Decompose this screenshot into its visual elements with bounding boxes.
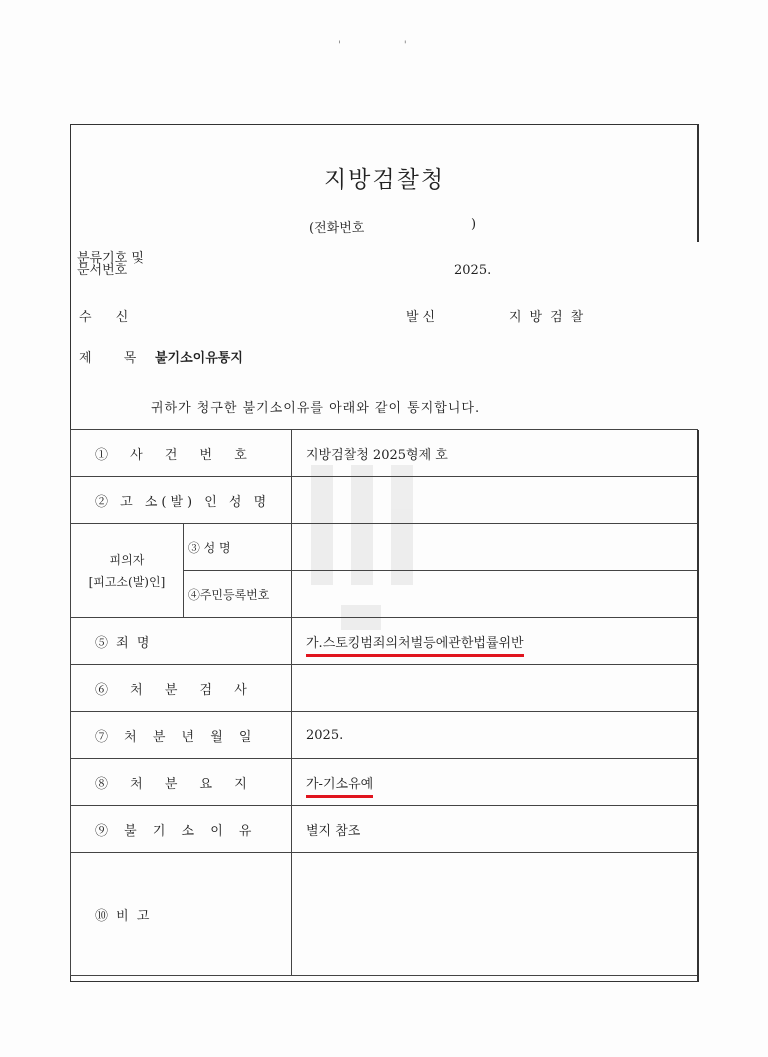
sender-label: 발신 (406, 310, 440, 325)
prosecutor-label: ⑥ 처 분 검 사 (71, 665, 292, 712)
suspect-name-label: ③ 성 명 (183, 524, 291, 571)
prosecutor-value (292, 665, 698, 712)
disposition-summary-cell (292, 759, 698, 806)
disposition-date-value: 2025. (292, 712, 698, 759)
table-row (71, 477, 698, 524)
intro-text: 귀하가 청구한 불기소이유를 아래와 같이 통지합니다. (151, 401, 481, 416)
table-row (71, 759, 698, 806)
recipient-label: 수 신 (79, 310, 139, 325)
suspect-label-line2: [피고소(발)인] (88, 574, 166, 589)
suspect-label (71, 524, 184, 618)
table-row (71, 618, 698, 665)
resident-number-label: ④주민등록번호 (183, 571, 291, 618)
table-row (71, 712, 698, 759)
suspect-name-value (292, 524, 698, 571)
sender-value: 지방검찰 (509, 310, 592, 325)
charge-label: ⑤ 죄 명 (71, 618, 292, 665)
table-row (71, 806, 698, 853)
complainant-name-label: ② 고 소(발) 인 성 명 (71, 477, 292, 524)
subject-label: 제 목 (79, 351, 151, 366)
document-border-right-top (697, 124, 699, 242)
remarks-label: ⑩ 비 고 (71, 853, 292, 976)
subject-value: 불기소이유통지 (155, 351, 243, 366)
page-title: 지방검찰청 (323, 167, 446, 193)
disposition-date-label: ⑦ 처 분 년 월 일 (71, 712, 292, 759)
table-row (71, 524, 698, 571)
table-row (71, 430, 698, 477)
suspect-label-line1: 피의자 (109, 552, 145, 567)
charge-cell (292, 618, 698, 665)
non-prosecution-reason-value: 별지 참조 (292, 806, 698, 853)
scan-mark: ' ' (338, 40, 437, 51)
case-number-value: 지방검찰청 2025형제 호 (292, 430, 698, 477)
remarks-value (292, 853, 698, 976)
table-row (71, 665, 698, 712)
phone-field (309, 217, 477, 236)
table-row (71, 853, 698, 976)
non-prosecution-reason-label: ⑨ 불 기 소 이 유 (71, 806, 292, 853)
complainant-name-value (292, 477, 698, 524)
charge-value: 가.스토킹범죄의처벌등에관한법률위반 (306, 636, 524, 657)
resident-number-value (292, 571, 698, 618)
classification-label (77, 253, 144, 277)
classification-label-line2: 문서번호 (77, 263, 128, 278)
phone-label: (전화번호 (309, 221, 365, 236)
case-number-label: ① 사 건 번 호 (71, 430, 292, 477)
classification-label-line1: 분류기호 및 (77, 251, 144, 266)
document-date: 2025. (454, 263, 492, 278)
phone-close: ) (471, 217, 477, 232)
document-border-right-bottom (697, 430, 699, 982)
notice-document (70, 124, 698, 982)
disposition-summary-label: ⑧ 처 분 요 지 (71, 759, 292, 806)
notice-table (70, 429, 698, 976)
disposition-summary-value: 가-기소유예 (306, 777, 373, 798)
